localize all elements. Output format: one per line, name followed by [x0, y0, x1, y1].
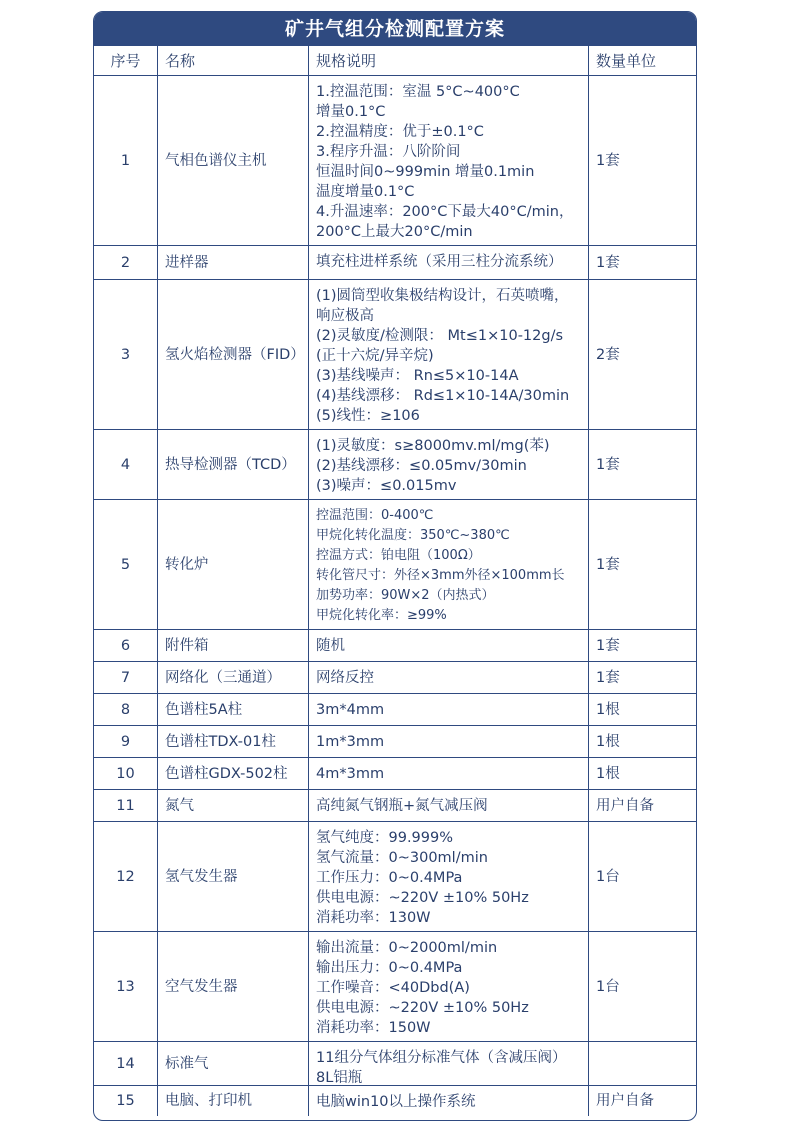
- row-spec-text: 3m*4mm: [316, 702, 385, 718]
- row-index: [94, 430, 158, 500]
- row-quantity-text: 1套: [596, 669, 620, 686]
- row-index-text: 2: [120, 254, 131, 271]
- row-name: [158, 726, 309, 758]
- row-index: [94, 758, 158, 790]
- row-quantity-text: 1根: [596, 701, 620, 718]
- row-quantity-text: 2套: [596, 346, 620, 363]
- row-spec-text: 网络反控: [316, 670, 374, 686]
- row-index: [94, 694, 158, 726]
- row-spec-text: 高纯氮气钢瓶+氮气减压阀: [316, 798, 488, 814]
- row-index: [94, 932, 158, 1042]
- row-name-text: 氮气: [165, 797, 194, 814]
- row-index-text: 7: [120, 669, 131, 686]
- row-name: [158, 1086, 309, 1116]
- row-quantity: [589, 76, 696, 246]
- row-quantity: [589, 758, 696, 790]
- row-index: [94, 280, 158, 430]
- row-name: [158, 932, 309, 1042]
- row-spec-text: 4m*3mm: [316, 766, 385, 782]
- row-index: [94, 76, 158, 246]
- header-quantity: 数量单位: [589, 46, 696, 76]
- row-spec: [309, 726, 589, 758]
- row-index-text: 8: [120, 701, 131, 718]
- row-quantity: [589, 280, 696, 430]
- row-index-text: 13: [116, 978, 135, 995]
- config-table: [93, 11, 697, 1121]
- row-name-text: 转化炉: [165, 556, 209, 573]
- row-index-text: 11: [116, 797, 135, 814]
- row-name-text: 气相色谱仪主机: [165, 152, 267, 169]
- row-quantity-text: 1套: [596, 637, 620, 654]
- row-name-text: 热导检测器（TCD）: [165, 456, 296, 473]
- row-name: [158, 822, 309, 932]
- row-quantity: [589, 822, 696, 932]
- table-title: 矿井气组分检测配置方案: [94, 12, 696, 46]
- row-spec: [309, 76, 589, 246]
- row-index-text: 9: [120, 733, 131, 750]
- row-index: [94, 1086, 158, 1116]
- row-name-text: 色谱柱5A柱: [165, 701, 243, 718]
- row-spec-text: 随机: [316, 638, 345, 654]
- row-quantity: [589, 630, 696, 662]
- row-name: [158, 76, 309, 246]
- row-name-text: 氢火焰检测器（FID）: [165, 346, 305, 363]
- row-name-text: 进样器: [165, 254, 209, 271]
- row-index: [94, 822, 158, 932]
- row-index-text: 14: [116, 1055, 135, 1072]
- row-name-text: 网络化（三通道）: [165, 669, 281, 686]
- header-index: 序号: [94, 46, 158, 76]
- row-spec: [309, 1042, 589, 1086]
- table-grid: [94, 46, 696, 1116]
- row-quantity-text: 1套: [596, 456, 620, 473]
- row-index: [94, 790, 158, 822]
- row-index-text: 6: [120, 637, 131, 654]
- row-quantity: [589, 246, 696, 280]
- row-index: [94, 1042, 158, 1086]
- row-index: [94, 246, 158, 280]
- row-spec: [309, 662, 589, 694]
- row-index: [94, 726, 158, 758]
- row-spec: [309, 246, 589, 280]
- row-index-text: 12: [116, 868, 135, 885]
- row-spec: [309, 280, 589, 430]
- row-spec: [309, 430, 589, 500]
- row-quantity: [589, 790, 696, 822]
- row-index-text: 3: [120, 346, 131, 363]
- row-spec-text: 控温范围：0-400℃ 甲烷化转化温度：350℃~380℃ 控温方式：铂电阻（100Ω） 转化管尺寸：外径×3mm外径×100mm长 加势功率：90W×2（内热式） 甲烷化转化率：≥99%: [316, 508, 565, 623]
- row-index-text: 10: [116, 765, 135, 782]
- row-quantity-text: 1根: [596, 733, 620, 750]
- row-quantity: [589, 662, 696, 694]
- row-name-text: 标准气: [165, 1055, 209, 1072]
- row-spec: [309, 822, 589, 932]
- row-spec: [309, 932, 589, 1042]
- row-name: [158, 790, 309, 822]
- row-quantity-text: 1根: [596, 765, 620, 782]
- row-spec-text: (1)圆筒型收集极结构设计，石英喷嘴， 响应极高 (2)灵敏度/检测限： Mt≤1×10-12g/s (正十六烷/异辛烷) (3)基线噪声： Rn≤5×10-14A (4)基线漂移： Rd≤1×10-14A/30min (5)线性：≥106: [316, 288, 570, 424]
- row-quantity: [589, 500, 696, 630]
- row-quantity: [589, 430, 696, 500]
- row-quantity-text: 1套: [596, 556, 620, 573]
- row-spec: [309, 500, 589, 630]
- row-name: [158, 662, 309, 694]
- row-spec-text: 11组分气体组分标准气体（含减压阀） 8L铝瓶: [316, 1050, 567, 1086]
- row-spec: [309, 758, 589, 790]
- row-quantity-text: 1套: [596, 152, 620, 169]
- row-quantity-text: 1台: [596, 978, 620, 995]
- row-spec-text: 填充柱进样系统（采用三柱分流系统）: [316, 254, 563, 270]
- row-name: [158, 430, 309, 500]
- row-quantity: [589, 694, 696, 726]
- row-quantity: [589, 932, 696, 1042]
- row-spec: [309, 790, 589, 822]
- row-index-text: 5: [120, 556, 131, 573]
- row-name: [158, 630, 309, 662]
- row-spec-text: 输出流量：0~2000ml/min 输出压力：0~0.4MPa 工作噪音：<40Dbd(A) 供电电源：~220V ±10% 50Hz 消耗功率：150W: [316, 940, 529, 1036]
- row-spec-text: 1m*3mm: [316, 734, 385, 750]
- row-name-text: 氢气发生器: [165, 868, 238, 885]
- row-index: [94, 500, 158, 630]
- row-quantity-text: 1套: [596, 254, 620, 271]
- row-name-text: 色谱柱GDX-502柱: [165, 765, 288, 782]
- row-name-text: 附件箱: [165, 637, 209, 654]
- row-name-text: 色谱柱TDX-01柱: [165, 733, 276, 750]
- row-quantity-text: 1台: [596, 868, 620, 885]
- row-spec: [309, 1086, 589, 1116]
- row-quantity: [589, 1086, 696, 1116]
- row-quantity-text: 用户自备: [596, 1093, 654, 1109]
- row-quantity-text: 用户自备: [596, 797, 654, 814]
- row-spec: [309, 694, 589, 726]
- row-spec-text: 1.控温范围：室温 5°C~400°C 增量0.1°C 2.控温精度：优于±0.1°C 3.程序升温：八阶阶间 恒温时间0~999min 增量0.1min 温度增量0.1°C 4.升温速率：200°C下最大40°C/min， 200°C上最大20°C/min: [316, 84, 574, 240]
- row-name-text: 电脑、打印机: [165, 1093, 252, 1109]
- row-spec-text: 氢气纯度：99.999% 氢气流量：0~300ml/min 工作压力：0~0.4MPa 供电电源：~220V ±10% 50Hz 消耗功率：130W: [316, 830, 529, 926]
- row-spec-text: 电脑win10以上操作系统: [316, 1094, 476, 1110]
- row-index: [94, 662, 158, 694]
- header-name: 名称: [158, 46, 309, 76]
- row-quantity: [589, 1042, 696, 1086]
- row-quantity: [589, 726, 696, 758]
- row-name: [158, 500, 309, 630]
- row-spec-text: (1)灵敏度：s≥8000mv.ml/mg(苯) (2)基线漂移：≤0.05mv/30min (3)噪声：≤0.015mv: [316, 438, 550, 494]
- row-name: [158, 758, 309, 790]
- row-name: [158, 246, 309, 280]
- row-name: [158, 1042, 309, 1086]
- row-index-text: 1: [120, 152, 131, 169]
- row-spec: [309, 630, 589, 662]
- row-index: [94, 630, 158, 662]
- header-spec: 规格说明: [309, 46, 589, 76]
- row-name-text: 空气发生器: [165, 978, 238, 995]
- row-name: [158, 280, 309, 430]
- row-index-text: 4: [120, 456, 131, 473]
- row-name: [158, 694, 309, 726]
- row-index-text: 15: [116, 1093, 135, 1109]
